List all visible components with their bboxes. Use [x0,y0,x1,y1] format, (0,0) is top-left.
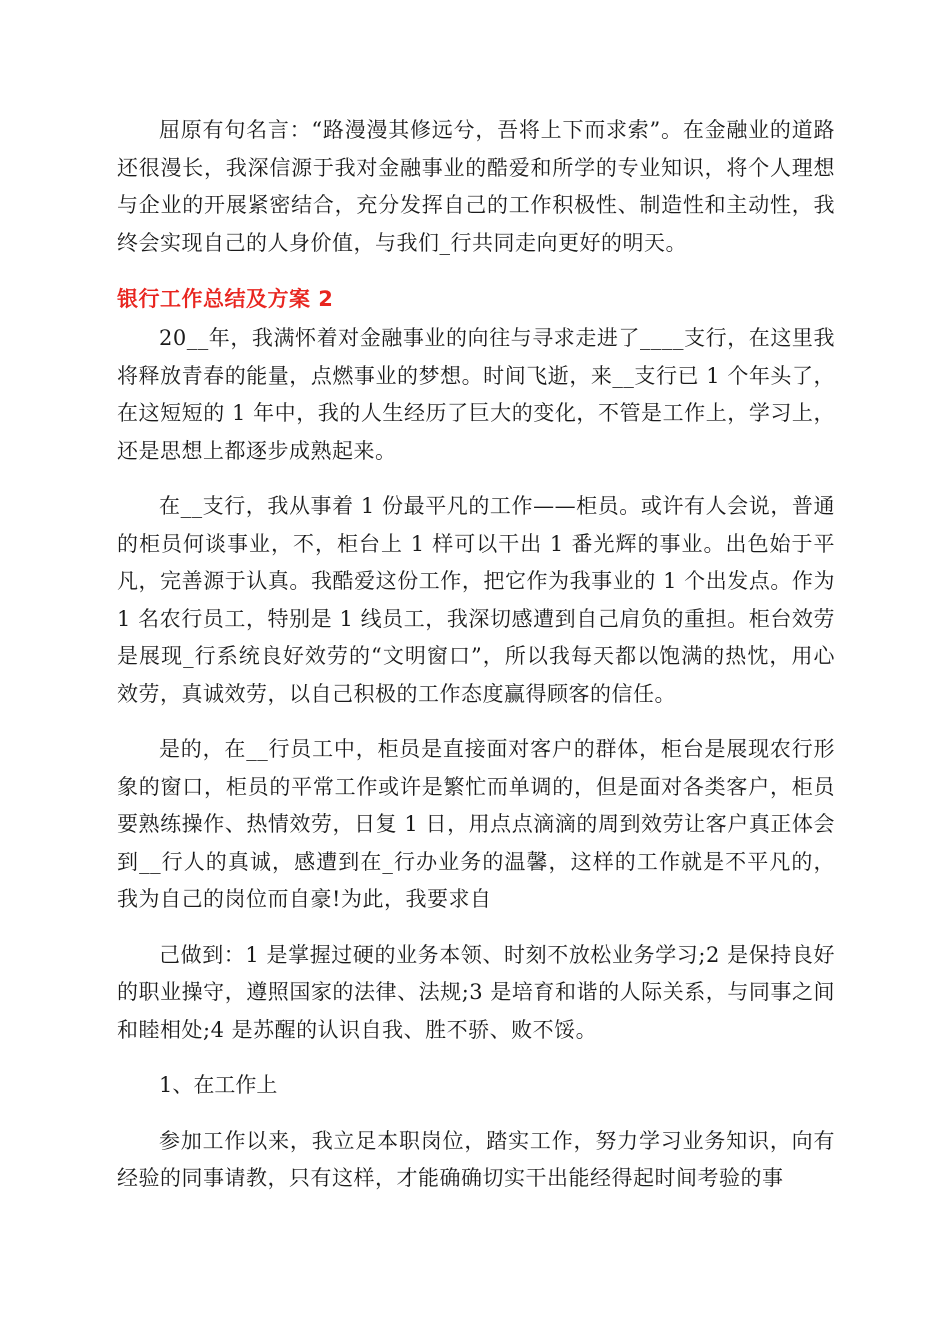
body-paragraph-2: 在__支行，我从事着 1 份最平凡的工作——柜员。或许有人会说，普通的柜员何谈事业，不，柜台上 1 样可以干出 1 番光辉的事业。出色始于平凡，完善源于认真。我酷爱这份工作，把它作为我事业的 1 个出发点。作为 1 名农行员工，特别是 1 线员工，我深切感遭到自己肩负的重担。柜台效劳是展现_行系统良好效劳的“文明窗口”，所以我每天都以饱满的热忱，用心效劳，真诚效劳，以自己积极的工作态度赢得顾客的信任。 [117,494,835,706]
body-paragraph-3: 是的，在__行员工中，柜员是直接面对客户的群体，柜台是展现农行形象的窗口，柜员的平常工作或许是繁忙而单调的，但是面对各类客户，柜员要熟练操作、热情效劳，日复 1 日，用点点滴滴的周到效劳让客户真正体会到__行人的真诚，感遭到在_行办业务的温馨，这样的工作就是不平凡的，我为自己的岗位而自豪!为此，我要求自 [117,737,835,911]
item-heading: 1、在工作上 [159,1073,278,1097]
section-heading: 银行工作总结及方案 2 [117,287,334,311]
document-page [117,112,835,1198]
last-paragraph: 参加工作以来，我立足本职岗位，踏实工作，努力学习业务知识，向有经验的同事请教，只有这样，才能确确切实干出能经得起时间考验的事 [117,1128,835,1190]
body-paragraph-1: 20__年，我满怀着对金融事业的向往与寻求走进了____支行，在这里我将释放青春的能量，点燃事业的梦想。时间飞逝，来__支行已 1 个年头了，在这短短的 1 年中，我的人生经历了巨大的变化，不管是工作上，学习上，还是思想上都逐步成熟起来。 [117,326,835,463]
body-paragraph-4: 己做到：1 是掌握过硬的业务本领、时刻不放松业务学习;2 是保持良好的职业操守，遵照国家的法律、法规;3 是培育和谐的人际关系，与同事之间和睦相处;4 是苏醒的认识自我、胜不骄、败不馁。 [117,942,835,1042]
intro-paragraph: 屈原有句名言：“路漫漫其修远兮，吾将上下而求索”。在金融业的道路还很漫长，我深信源于我对金融事业的酷爱和所学的专业知识，将个人理想与企业的开展紧密结合，充分发挥自己的工作积极性、制造性和主动性，我终会实现自己的人身价值，与我们_行共同走向更好的明天。 [117,118,835,255]
